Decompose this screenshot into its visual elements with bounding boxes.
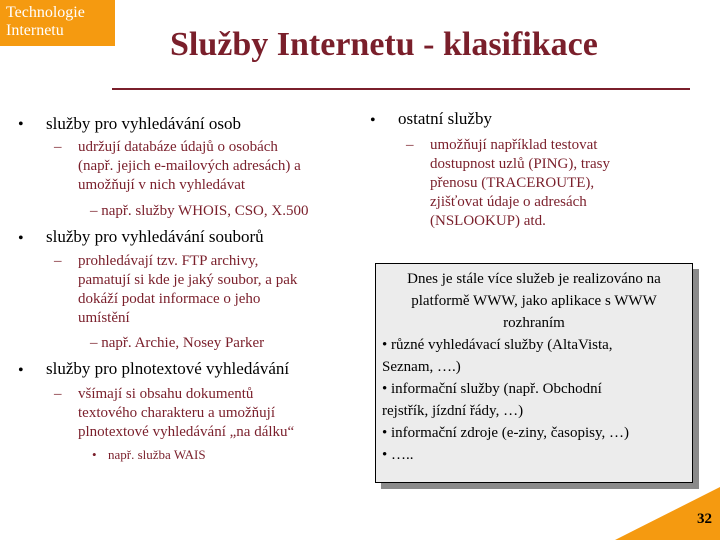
- bullet-icon: •: [18, 230, 24, 247]
- left-item2-sub-line2: pamatují si kde je jaký soubor, a pak: [78, 272, 298, 288]
- left-item3-sub: [54, 385, 295, 442]
- bullet-icon: •: [370, 112, 376, 129]
- left-item1-label: služby pro vyhledávání osob: [46, 114, 241, 133]
- dash-icon: –: [54, 253, 62, 269]
- dash-icon: –: [54, 139, 62, 155]
- dash-icon: –: [406, 137, 414, 153]
- right-item1-sub-line1: umožňují například testovat: [430, 137, 598, 153]
- course-tag-line1: Technologie: [6, 4, 85, 21]
- left-item2-subsub: – např. Archie, Nosey Parker: [90, 335, 265, 351]
- bullet-icon: •: [92, 447, 97, 462]
- left-item2-sub-line3: dokáží podat informace o jeho: [78, 291, 261, 307]
- right-item1-sub-line2: dostupnost uzlů (PING), trasy: [430, 156, 610, 172]
- slide-title: Služby Internetu - klasifikace: [170, 26, 598, 63]
- bullet-icon: •: [18, 116, 24, 133]
- left-item3-sub-line3: plnotextové vyhledávání „na dálku“: [78, 424, 295, 440]
- info-box-intro-line3: rozhraním: [503, 315, 565, 331]
- right-item1-sub-line3: přenosu (TRACEROUTE),: [430, 175, 595, 191]
- left-item1-sub-line2: (např. jejich e-mailových adresách) a: [78, 158, 301, 174]
- course-tag: [0, 0, 115, 46]
- dash-icon: –: [54, 386, 62, 402]
- info-box-line: • informační zdroje (e-ziny, časopisy, …): [382, 425, 629, 441]
- left-item2-sub-line1: prohledávají tzv. FTP archivy,: [78, 253, 259, 269]
- left-item2-sub: [54, 252, 298, 328]
- course-tag-line2: Internetu: [6, 22, 64, 39]
- info-box-line: rejstřík, jízdní řády, …): [382, 403, 524, 419]
- left-item3-sub-line1: všímají si obsahu dokumentů: [78, 386, 254, 402]
- left-item3-sub-line2: textového charakteru a umožňují: [78, 405, 276, 421]
- right-item1-sub-line4: zjišťovat údaje o adresách: [430, 194, 587, 210]
- info-box-line: Seznam, ….): [382, 359, 461, 375]
- info-box-line: • …..: [382, 447, 414, 463]
- left-item3-label: služby pro plnotextové vyhledávání: [46, 359, 290, 378]
- info-box-intro-line1: Dnes je stále více služeb je realizováno na: [407, 271, 661, 287]
- right-item1-sub: [406, 136, 610, 231]
- bullet-icon: •: [18, 362, 24, 379]
- left-item1-sub-line3: umožňují v nich vyhledávat: [78, 177, 246, 193]
- left-item1-sub-line1: udržují databáze údajů o osobách: [78, 139, 278, 155]
- left-item3-subsub: např. služba WAIS: [108, 447, 206, 462]
- info-box-line: • různé vyhledávací služby (AltaVista,: [382, 337, 613, 353]
- info-box-intro-line2: platformě WWW, jako aplikace s WWW: [411, 293, 657, 309]
- left-item2-sub-line4: umístění: [78, 310, 130, 326]
- info-box: [375, 263, 693, 483]
- right-item1-sub-line5: (NSLOOKUP) atd.: [430, 213, 546, 229]
- left-item2-label: služby pro vyhledávání souborů: [46, 227, 264, 246]
- right-item1-label: ostatní služby: [398, 109, 492, 128]
- title-divider: [112, 88, 690, 90]
- left-item1-sub: [54, 138, 301, 195]
- info-box-line: • informační služby (např. Obchodní: [382, 381, 602, 397]
- left-item1-subsub: – např. služby WHOIS, CSO, X.500: [90, 203, 309, 219]
- page-number: 32: [697, 511, 712, 527]
